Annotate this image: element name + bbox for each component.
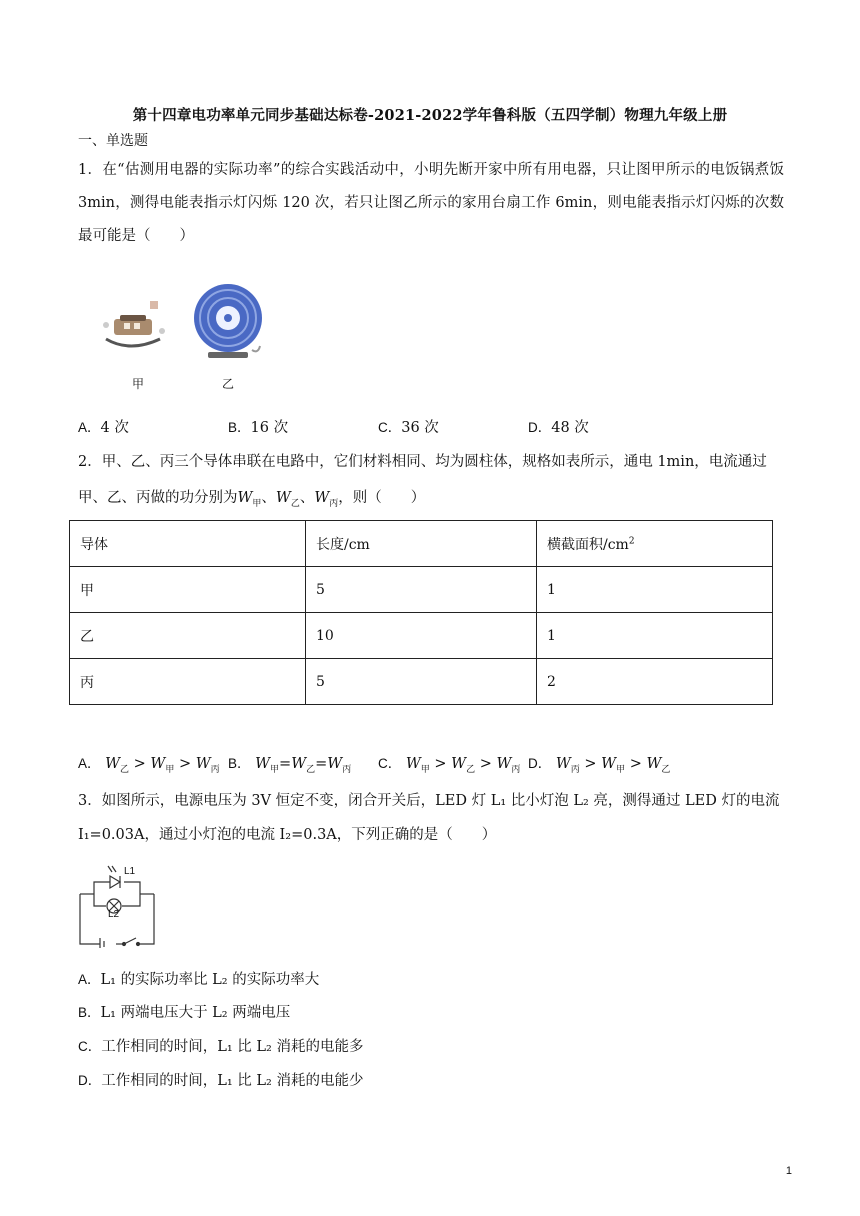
q2-option-c[interactable]: C． $W_甲 > W_乙 > W_丙$ — [378, 756, 521, 775]
table-row — [70, 659, 773, 705]
q2-options — [78, 752, 784, 774]
table-cell: 10 — [306, 613, 537, 659]
table-header: 横截面积$/cm^2$ — [537, 521, 773, 567]
table-cell: 甲 — [70, 567, 306, 613]
circuit-label-l1: L1 — [124, 866, 136, 877]
q1-options — [78, 416, 784, 438]
q2-stem-line1: 2．甲、乙、丙三个导体串联在电路中，它们材料相同、均为圆柱体，规格如表所示，通电 1min，电流通过 — [78, 454, 767, 470]
table-row — [70, 567, 773, 613]
table-cell: 乙 — [70, 613, 306, 659]
conductor-spec-table — [69, 520, 773, 705]
table-cell: 2 — [537, 659, 773, 705]
q3-option-c[interactable]: C．工作相同的时间，L₁ 比 L₂ 消耗的电能多 — [78, 1039, 364, 1055]
q3-stem-line2: I₁=0.03A，通过小灯泡的电流 I₂=0.3A，下列正确的是（ ） — [78, 827, 497, 843]
q2-option-a[interactable]: A． $W_乙 > W_甲 > W_丙$ — [78, 756, 220, 775]
section-heading: 一、单选题 — [78, 133, 148, 149]
table-cell: 1 — [537, 567, 773, 613]
q3-stem-line1: 3．如图所示，电源电压为 3V 恒定不变，闭合开关后，LED 灯 L₁ 比小灯泡 L₂ 亮，测得通过 LED 灯的电流 — [78, 793, 780, 809]
table-header-row — [70, 521, 773, 567]
rice-cooker-image — [100, 295, 172, 357]
q1-stem: 1．在“估测用电器的实际功率”的综合实践活动中，小明先断开家中所有用电器，只让图甲所示的电饭锅煮饭 3min，测得电能表指示灯闪烁 120 次，若只让图乙所示的家用台扇工作 6min，则电能表指示灯闪烁的次数最可能是（ ） — [78, 162, 784, 244]
q1-option-a[interactable]: A．4 次 — [78, 420, 129, 436]
q3-option-b[interactable]: B．L₁ 两端电压大于 L₂ 两端电压 — [78, 1005, 291, 1021]
table-header: 长度/cm — [306, 521, 537, 567]
fig-label-yi: 乙 — [222, 377, 235, 391]
doc-title: 第十四章电功率单元同步基础达标卷-2021-2022学年鲁科版（五四学制）物理九年级上册 — [132, 107, 728, 124]
circuit-label-l2: L2 — [108, 909, 120, 920]
q2-option-d[interactable]: D． $W_丙 > W_甲 > W_乙$ — [528, 756, 671, 775]
q3-option-a[interactable]: A．L₁ 的实际功率比 L₂ 的实际功率大 — [78, 972, 320, 988]
table-cell: 丙 — [70, 659, 306, 705]
table-cell: 5 — [306, 659, 537, 705]
table-cell: 1 — [537, 613, 773, 659]
table-row — [70, 613, 773, 659]
circuit-diagram — [76, 864, 158, 948]
q1-option-b[interactable]: B．16 次 — [228, 420, 289, 436]
desk-fan-image — [192, 282, 268, 364]
page-number: 1 — [785, 1165, 792, 1177]
table-cell: 5 — [306, 567, 537, 613]
q3-option-d[interactable]: D．工作相同的时间，L₁ 比 L₂ 消耗的电能少 — [78, 1073, 364, 1089]
q2-stem-line2: 甲、乙、丙做的功分别为$W_甲$、$W_乙$、$W_丙$，则（ ） — [78, 490, 426, 509]
table-header: 导体 — [70, 521, 306, 567]
q2-option-b[interactable]: B． $W_甲=W_乙=W_丙$ — [228, 756, 352, 775]
q1-option-d[interactable]: D．48 次 — [528, 420, 589, 436]
q1-option-c[interactable]: C．36 次 — [378, 420, 439, 436]
fig-label-jia: 甲 — [132, 377, 145, 391]
